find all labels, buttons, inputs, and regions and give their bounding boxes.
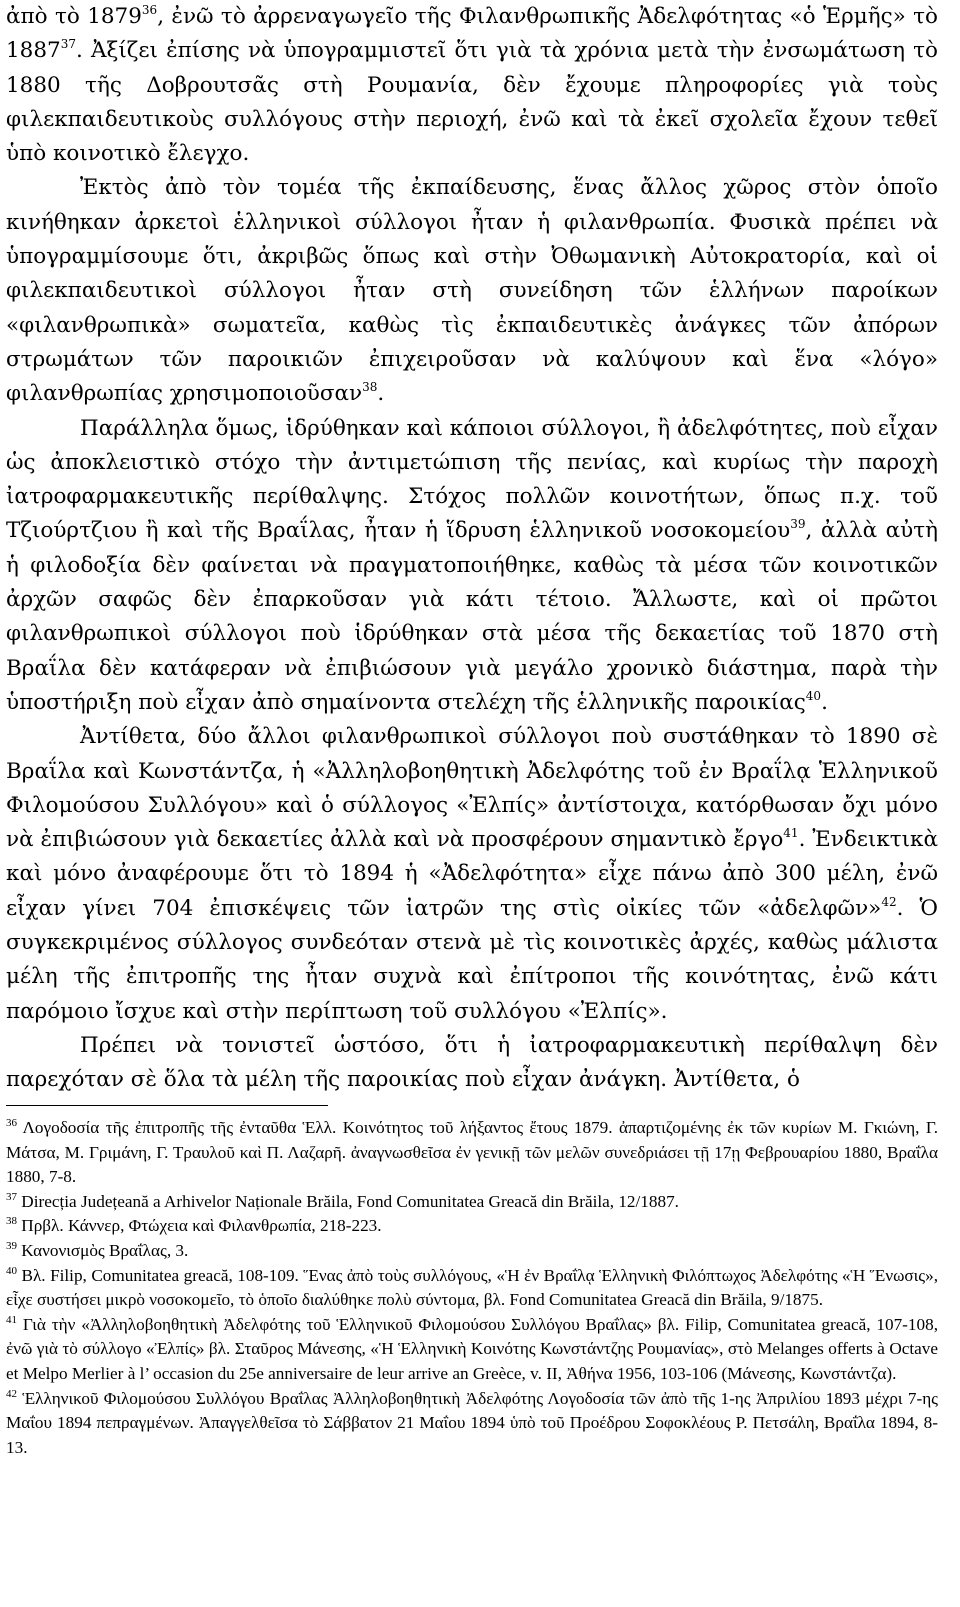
body-text xyxy=(6,0,938,1098)
footnote-number: 39 xyxy=(6,1239,17,1252)
text-run: Παράλληλα ὅμως, ἱδρύθηκαν καὶ κάποιοι σύλλογοι, ἢ ἀδελφότητες, ποὺ εἶχαν ὡς ἀποκλειστικὸ στόχο τὴν ἀντιμετώπιση τῆς πενίας, καὶ κυρίως τὴν παροχὴ ἰατροφαρμακευτικῆς περίθαλψης. Στόχος πολλῶν κοινοτήτων, ὅπως π.χ. τοῦ Τζιούρτζιου ἢ καὶ τῆς Βραΐλας, ἦταν ἡ ἵδρυση ἑλληνικοῦ νοσοκομείου xyxy=(6,415,938,544)
text-run: . Ἐνδεικτικὰ καὶ μόνο ἀναφέρουμε ὅτι τὸ 1894 ἡ «Ἀδελφότητα» εἶχε πάνω ἀπὸ 300 μέλη, ἐνῶ εἶχαν γίνει 704 ἐπισκέψεις τῶν ἰατρῶν της στὶς οἰκίες τῶν «ἀδελφῶν» xyxy=(6,827,938,921)
paragraph xyxy=(6,720,938,1029)
footnote-number: 41 xyxy=(6,1313,17,1326)
footnote-number: 40 xyxy=(6,1264,17,1277)
footnote-text: Direcția Județeană a Arhivelor Naționale Brăila, Fond Comunitatea Greacă din Brăila, 12/1887. xyxy=(17,1191,679,1211)
footnote-ref: 39 xyxy=(790,517,806,532)
footnote xyxy=(6,1239,938,1264)
footnote-ref: 37 xyxy=(60,37,76,52)
footnote-ref: 42 xyxy=(881,894,897,909)
text-run: Πρέπει νὰ τονιστεῖ ὡστόσο, ὅτι ἡ ἰατροφαρμακευτικὴ περίθαλψη δὲν παρεχόταν σὲ ὅλα τὰ μέλη τῆς παροικίας ποὺ εἶχαν ἀνάγκη. Ἀντίθετα, ὁ xyxy=(6,1032,938,1093)
footnote xyxy=(6,1264,938,1313)
text-run: Ἀντίθετα, δύο ἄλλοι φιλανθρωπικοὶ σύλλογοι ποὺ συστάθηκαν τὸ 1890 σὲ Βραΐλα καὶ Κωνστάντζα, ἡ «Ἀλληλοβοηθητικὴ Ἀδελφότης τοῦ ἐν Βραΐλᾳ Ἑλληνικοῦ Φιλομούσου Συλλόγου» καὶ ὁ σύλλογος «Ἐλπίς» ἀντίστοιχα, κατόρθωσαν ὄχι μόνο νὰ ἐπιβιώσουν γιὰ δεκαετίες ἀλλὰ καὶ νὰ προσφέρουν σημαντικὸ ἔργο xyxy=(6,724,938,853)
text-run: . Ὁ συγκεκριμένος σύλλογος συνδεόταν στενὰ μὲ τὶς κοινοτικὲς ἀρχές, καθὼς μάλιστα μέλη τῆς ἐπιτροπῆς της ἦταν συχνὰ καὶ ἐπίτροποι τῆς κοινότητας, ἐνῶ κάτι παρόμοιο ἴσχυε καὶ στὴν περίπτωση τοῦ συλλόγου «Ἐλπίς». xyxy=(6,895,938,1024)
footnote-text: Ἑλληνικοῦ Φιλομούσου Συλλόγου Βραΐλας Ἀλληλοβοηθητικὴ Ἀδελφότης Λογοδοσία τῶν ἀπὸ τῆς 1-ης Ἀπριλίου 1893 μέχρι 7-ης Μαΐου 1894 πεπραγμένων. Ἀπαγγελθεῖσα τὸ Σάββατον 21 Μαΐου 1894 ὑπὸ τοῦ Προέδρου Σοφοκλέους Ρ. Πετσάλη, Βραΐλα 1894, 8-13. xyxy=(6,1388,938,1457)
footnote xyxy=(6,1116,938,1190)
footnote-text: Λογοδοσία τῆς ἐπιτροπῆς τῆς ἐνταῦθα Ἑλλ. Κοινότητος τοῦ λήξαντος ἔτους 1879. ἀπαρτιζομένης ἐκ τῶν κυρίων Μ. Γκιώνη, Γ. Μάτσα, Μ. Γριμάνη, Γ. Τραυλοῦ καὶ Π. Λαζαρῆ. ἀναγνωσθεῖσα ἐν γενικῇ τῶν μελῶν συνεδριάσει τῇ 17ῃ Φεβρουαρίου 1880, Βραΐλα 1880, 7-8. xyxy=(6,1118,938,1187)
footnote xyxy=(6,1214,938,1239)
text-run: , ἀλλὰ αὐτὴ ἡ φιλοδοξία δὲν φαίνεται νὰ πραγματοποιήθηκε, καθὼς τὰ μέσα τῶν κοινοτικῶν ἀρχῶν σαφῶς δὲν ἐπαρκοῦσαν γιὰ κάτι τέτοιο. Ἄλλωστε, καὶ οἱ πρῶτοι φιλανθρωπικοὶ σύλλογοι ποὺ ἱδρύθηκαν στὰ μέσα τῆς δεκαετίας τοῦ 1870 στὴ Βραΐλα δὲν κατάφεραν νὰ ἐπιβιώσουν γιὰ μεγάλο χρονικὸ διάστημα, παρὰ τὴν ὑποστήριξη ποὺ εἶχαν ἀπὸ σημαίνοντα στελέχη τῆς ἑλληνικῆς παροικίας xyxy=(6,518,938,715)
footnote xyxy=(6,1190,938,1215)
footnote-text: Γιὰ τὴν «Ἀλληλοβοηθητικὴ Ἀδελφότης τοῦ Ἑλληνικοῦ Φιλομούσου Συλλόγου Βραΐλας» βλ. Filip, Comunitatea greacă, 107-108, ἐνῶ γιὰ τὸ σύλλογο «Ἐλπίς» βλ. Σταῦρος Μάνεσης, «Ἡ Ἑλληνικὴ Κοινότης Κωνστάντζης Ρουμανίας», στὸ Melanges offerts à Octave et Melpo Merlier à l’ occasion du 25e anniversaire de leur arrive an Greèce, v. II, Ἀθήνα 1956, 103-106 (Μάνεσης, Κωνστάντζα). xyxy=(6,1314,938,1383)
text-run: Ἐκτὸς ἀπὸ τὸν τομέα τῆς ἐκπαίδευσης, ἕνας ἄλλος χῶρος στὸν ὁποῖο κινήθηκαν ἀρκετοὶ ἑλληνικοὶ σύλλογοι ἦταν ἡ φιλανθρωπία. Φυσικὰ πρέπει νὰ ὑπογραμμίσουμε ὅτι, ἀκριβῶς ὅπως καὶ στὴν Ὀθωμανικὴ Αὐτοκρατορία, καὶ οἱ φιλεκπαιδευτικοὶ σύλλογοι ἦταν στὴ συνείδηση τῶν ἑλλήνων παροίκων «φιλανθρωπικὰ» σωματεῖα, καθὼς τὶς ἐκπαιδευτικὲς ἀνάγκες τῶν ἀπόρων στρωμάτων τῶν παροικιῶν ἐπιχειροῦσαν νὰ καλύψουν καὶ ἕνα «λόγο» φιλανθρωπίας χρησιμοποιοῦσαν xyxy=(6,175,938,407)
footnote-text: Πρβλ. Κάννερ, Φτώχεια καὶ Φιλανθρωπία, 218-223. xyxy=(17,1216,382,1236)
footnote-text: Κανονισμὸς Βραΐλας, 3. xyxy=(17,1240,189,1260)
footnote-number: 38 xyxy=(6,1215,17,1228)
footnote-ref: 36 xyxy=(141,3,158,17)
footnote-number: 36 xyxy=(6,1117,17,1129)
text-run: . xyxy=(821,689,828,715)
footnote xyxy=(6,1387,938,1461)
paragraph xyxy=(6,412,938,721)
paragraph xyxy=(6,1029,938,1098)
footnote-ref: 41 xyxy=(783,826,799,841)
footnote-ref: 38 xyxy=(362,380,378,395)
text-run: ἀπὸ τὸ 1879 xyxy=(6,4,142,29)
paragraph xyxy=(6,0,938,171)
footnote-text: Βλ. Filip, Comunitatea greacă, 108-109. Ἕνας ἀπὸ τοὺς συλλόγους, «Ἡ ἐν Βραΐλᾳ Ἑλληνικὴ Φιλόπτωχος Ἀδελφότης «Ἡ Ἕνωσις», εἶχε συστήσει μικρὸ νοσοκομεῖο, τὸ ὁποῖο διαλύθηκε πολὺ σύντομα, βλ. Fond Comunitatea Greacă din Brăila, 9/1875. xyxy=(6,1265,938,1310)
footnote-number: 37 xyxy=(6,1190,17,1203)
paragraph xyxy=(6,171,938,411)
footnote-separator xyxy=(6,1105,328,1106)
footnote-ref: 40 xyxy=(805,688,822,703)
text-run: . Ἀξίζει ἐπίσης νὰ ὑπογραμμιστεῖ ὅτι γιὰ τὰ χρόνια μετὰ τὴν ἐνσωμάτωση τὸ 1880 τῆς Δοβρουτσᾶς στὴ Ρουμανία, δὲν ἔχουμε πληροφορίες γιὰ τοὺς φιλεκπαιδευτικοὺς συλλόγους στὴν περιοχή, ἐνῶ καὶ τὰ ἐκεῖ σχολεῖα ἔχουν τεθεῖ ὑπὸ κοινοτικὸ ἔλεγχο. xyxy=(6,38,938,167)
footnote xyxy=(6,1313,938,1387)
text-run: , ἐνῶ τὸ ἀρρεναγωγεῖο τῆς Φιλανθρωπικῆς Ἀδελφότητας «ὁ Ἑρμῆς» τὸ 1887 xyxy=(6,4,939,64)
text-run: . xyxy=(377,381,385,407)
footnotes xyxy=(6,1116,938,1460)
footnote-number: 42 xyxy=(6,1387,17,1400)
